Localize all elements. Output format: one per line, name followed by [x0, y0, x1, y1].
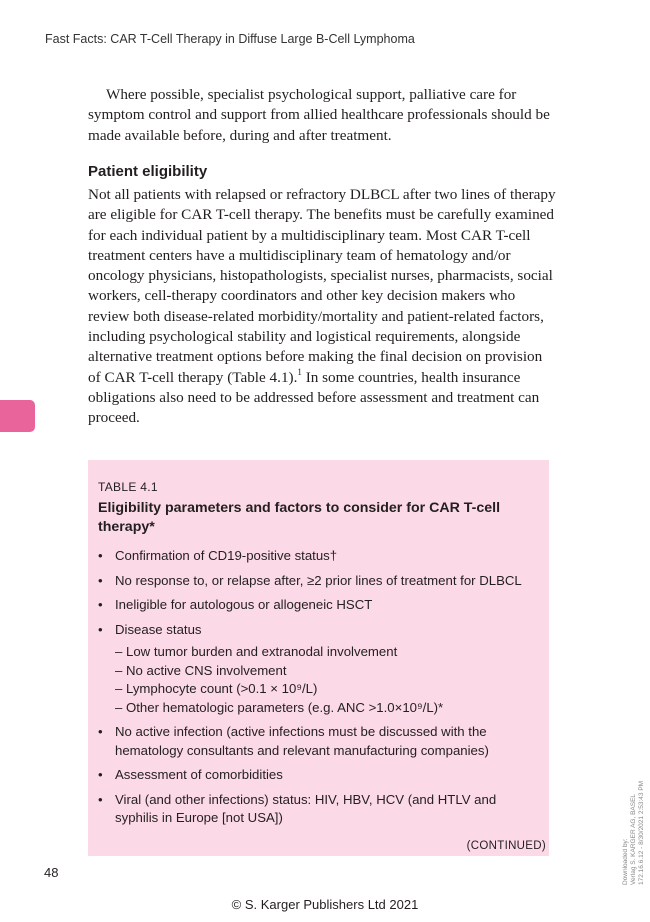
list-item-text: No active infection (active infections must be discussed with the hematology consultants and relevant manufacturing companies) [115, 724, 489, 758]
section-heading: Patient eligibility [88, 163, 208, 180]
sublist-item: – Lymphocyte count (>0.1 × 10⁹/L) [115, 681, 318, 696]
paragraph-text-part1: Not all patients with relapsed or refractory DLBCL after two lines of therapy are eligible for CAR T-cell therapy. The benefits must be carefully examined for each individual patient by a multidisciplinary team. Most CAR T-cell treatment centers have a multidisciplinary team of hematology and/or oncology physicians, histopathologists, specialist nurses, pharmacists, social workers, cell-therapy coordinators and other key decision makers who review both disease-related morbidity/mortality and patient-related factors, including psychological stability and logistical requirements, alongside alternative treatment options before making the final decision on provision of CAR T-cell therapy (Table 4.1). [88, 186, 556, 386]
page-number: 48 [44, 865, 59, 880]
watermark-line: Verlag S. KARGER AG, BASEL [630, 793, 637, 885]
list-item [98, 547, 538, 566]
intro-paragraph: Where possible, specialist psychological support, palliative care for symptom control and support from allied healthcare professionals should be made available before, during and after treatment. [88, 86, 550, 144]
disease-status-sublist [115, 643, 538, 717]
list-item-text: Disease status [115, 621, 202, 637]
running-head: Fast Facts: CAR T-Cell Therapy in Diffuse Large B-Cell Lymphoma [45, 32, 415, 46]
table-title: Eligibility parameters and factors to consider for CAR T-cell therapy* [98, 500, 501, 535]
list-item [98, 791, 538, 828]
list-item [98, 723, 538, 760]
chapter-tab-marker [0, 400, 35, 432]
bullet-icon: • [98, 621, 103, 637]
table-list [98, 547, 538, 834]
watermark-line: Downloaded by: [622, 838, 629, 885]
citation-reference[interactable]: 1 [297, 366, 302, 377]
list-item [98, 766, 538, 785]
list-item [98, 596, 538, 615]
watermark-line: 172.16.6.12 - 8/30/2021 2:53:43 PM [638, 780, 645, 885]
table-label: TABLE 4.1 [98, 480, 158, 494]
list-item-text: Ineligible for autologous or allogeneic HSCT [115, 597, 373, 612]
list-item-text: No response to, or relapse after, ≥2 prior lines of treatment for DLBCL [115, 572, 522, 588]
list-item [98, 621, 538, 718]
bullet-icon: • [98, 791, 103, 807]
list-item-text: Assessment of comorbidities [115, 767, 283, 782]
list-item-text: Confirmation of CD19-positive status† [115, 548, 338, 563]
bullet-icon: • [98, 767, 103, 782]
table-4-1 [88, 460, 549, 856]
paragraph-text-part2: In some countries, health insurance obligations also need to be addressed before assessment and treatment can proceed. [88, 368, 540, 427]
bullet-icon: • [98, 548, 103, 563]
list-item [98, 572, 538, 591]
bullet-icon: • [98, 572, 103, 588]
eligibility-paragraph [88, 185, 558, 429]
list-item-text: Viral (and other infections) status: HIV, HBV, HCV (and HTLV and syphilis in Europe [not USA]) [115, 791, 497, 825]
download-watermark [622, 781, 646, 885]
bullet-icon: • [98, 597, 103, 612]
sublist-item: – No active CNS involvement [115, 662, 287, 678]
table-continued-label: (CONTINUED) [466, 840, 546, 852]
sublist-item: – Other hematologic parameters (e.g. ANC >1.0×10⁹/L)* [115, 699, 444, 715]
copyright-footer: © S. Karger Publishers Ltd 2021 [231, 897, 419, 912]
bullet-icon: • [98, 724, 103, 739]
sublist-item: – Low tumor burden and extranodal involvement [115, 644, 398, 659]
